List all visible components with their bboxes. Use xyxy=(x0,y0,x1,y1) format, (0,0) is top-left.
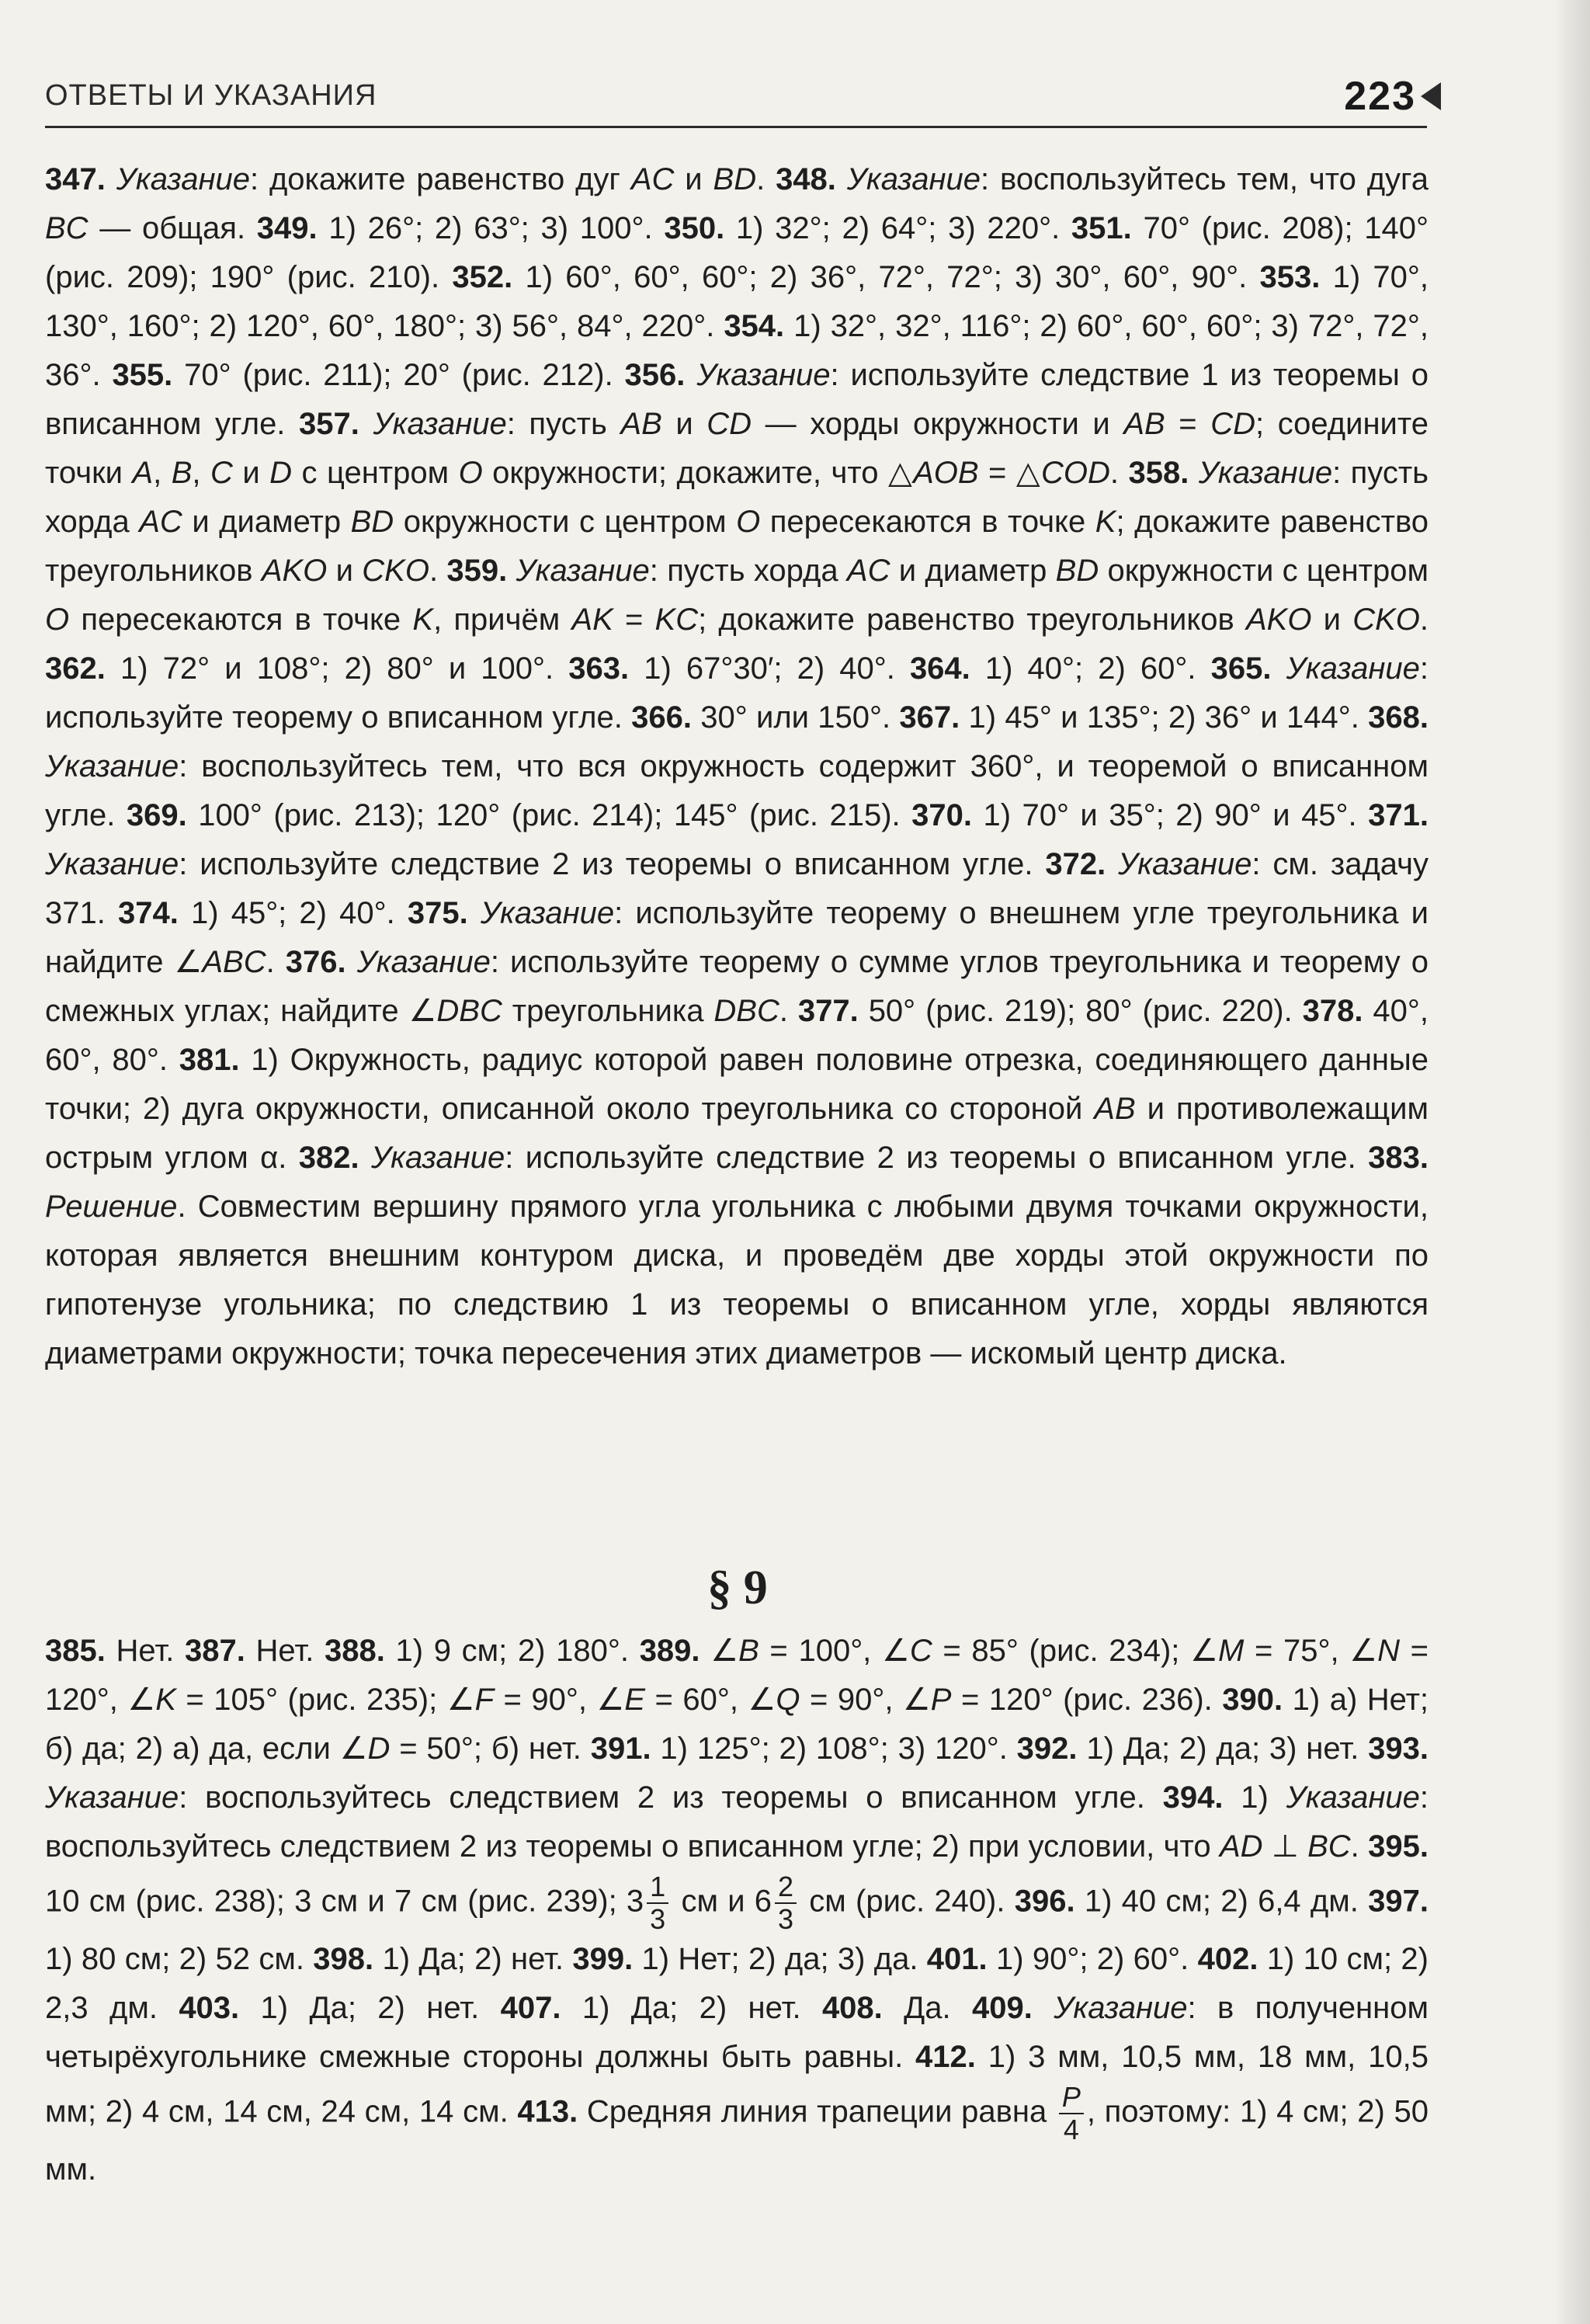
page-number: 223 xyxy=(1344,74,1416,119)
page-marker-arrow-icon xyxy=(1421,82,1441,110)
answers-block-section-9: 385. Нет. 387. Нет. 388. 1) 9 см; 2) 180°. 389. ∠B = 100°, ∠C = 85° (рис. 234); ∠M = 75°, ∠N = 120°, ∠K = 105° (рис. 235); ∠F = 90°, ∠E = 60°, ∠Q = 90°, ∠P = 120° (рис. 236). 390. 1) а) Нет; б) да; 2) а) да, если ∠D = 50°; б) нет. 391. 1) 125°; 2) 108°; 3) 120°. 392. 1) Да; 2) да; 3) нет. 393. Указание: воспользуйтесь следствием 2 из теоремы о вписанном угле. 394. 1) Указание: воспользуйтесь следствием 2 из теоремы о вписанном угле; 2) при условии, что AD ⊥ BC. 395. 10 см (рис. 238); 3 см и 7 см (рис. 239); 3 $\frac{1}{3}$ см и 6 $\frac{2}{3}$ см (рис. 240). 396. 1) 40 см; 2) 6,4 дм. 397. 1) 80 см; 2) 52 см. 398. 1) Да; 2) нет. 399. 1) Нет; 2) да; 3) да. 401. 1) 90°; 2) 60°. 402. 1) 10 см; 2) 2,3 дм. 403. 1) Да; 2) нет. 407. 1) Да; 2) нет. 408. Да. 409. Указание: в полученном четырёхугольнике смежные стороны должны быть равны. 412. 1) 3 мм, 10,5 мм, 18 мм, 10,5 мм; 2) 4 см, 14 см, 24 см, 14 см. 413. Средняя линия трапеции равна $\frac{P}{4}$ , поэтому: 1) 4 см; 2) 50 мм. xyxy=(45,1634,1429,2187)
running-header xyxy=(45,71,1427,128)
running-header-title: ОТВЕТЫ И УКАЗАНИЯ xyxy=(45,79,377,112)
page-edge-shadow xyxy=(1554,0,1590,2324)
section-heading: § 9 xyxy=(707,1561,768,1614)
answers-block-section-8: 347. Указание: докажите равенство дуг AC и BD. 348. Указание: воспользуйтесь тем, что дуга BC — общая. 349. 1) 26°; 2) 63°; 3) 100°. 350. 1) 32°; 2) 64°; 3) 220°. 351. 70° (рис. 208); 140° (рис. 209); 190° (рис. 210). 352. 1) 60°, 60°, 60°; 2) 36°, 72°, 72°; 3) 30°, 60°, 90°. 353. 1) 70°, 130°, 160°; 2) 120°, 60°, 180°; 3) 56°, 84°, 220°. 354. 1) 32°, 32°, 116°; 2) 60°, 60°, 60°; 3) 72°, 72°, 36°. 355. 70° (рис. 211); 20° (рис. 212). 356. Указание: используйте следствие 1 из теоремы о вписанном угле. 357. Указание: пусть AB и CD — хорды окружности и AB = CD; соедините точки A, B, C и D с центром O окружности; докажите, что △AOB = △COD. 358. Указание: пусть хорда AC и диаметр BD окружности с центром O пересекаются в точке K; докажите равенство треугольников AKO и CKO. 359. Указание: пусть хорда AC и диаметр BD окружности с центром O пересекаются в точке K, причём AK = KC; докажите равенство треугольников AKO и CKO. 362. 1) 72° и 108°; 2) 80° и 100°. 363. 1) 67°30′; 2) 40°. 364. 1) 40°; 2) 60°. 365. Указание: используйте теорему о вписанном угле. 366. 30° или 150°. 367. 1) 45° и 135°; 2) 36° и 144°. 368. Указание: воспользуйтесь тем, что вся окружность содержит 360°, и теоремой о вписанном угле. 369. 100° (рис. 213); 120° (рис. 214); 145° (рис. 215). 370. 1) 70° и 35°; 2) 90° и 45°. 371. Указание: используйте следствие 2 из теоремы о вписанном угле. 372. Указание: см. задачу 371. 374. 1) 45°; 2) 40°. 375. Указание: используйте теорему о внешнем угле треугольника и найдите ∠ABC. 376. Указание: используйте теорему о сумме углов треугольника и теорему о смежных углах; найдите ∠DBC треугольника DBC. 377. 50° (рис. 219); 80° (рис. 220). 378. 40°, 60°, 80°. 381. 1) Окружность, радиус которой равен половине отрезка, соединяющего данные точки; 2) дуга окружности, описанной около треугольника со стороной AB и противолежащим острым углом α. 382. Указание: используйте следствие 2 из теоремы о вписанном угле. 383. Решение. Совместим вершину прямого угла угольника с любыми двумя точками окружности, которая является внешним контуром диска, и проведём две хорды этой окружности по гипотенузе угольника; по следствию 1 из теоремы о вписанном угле, хорды являются диаметрами окружности; точка пересечения этих диаметров — искомый центр диска. xyxy=(45,162,1429,1370)
